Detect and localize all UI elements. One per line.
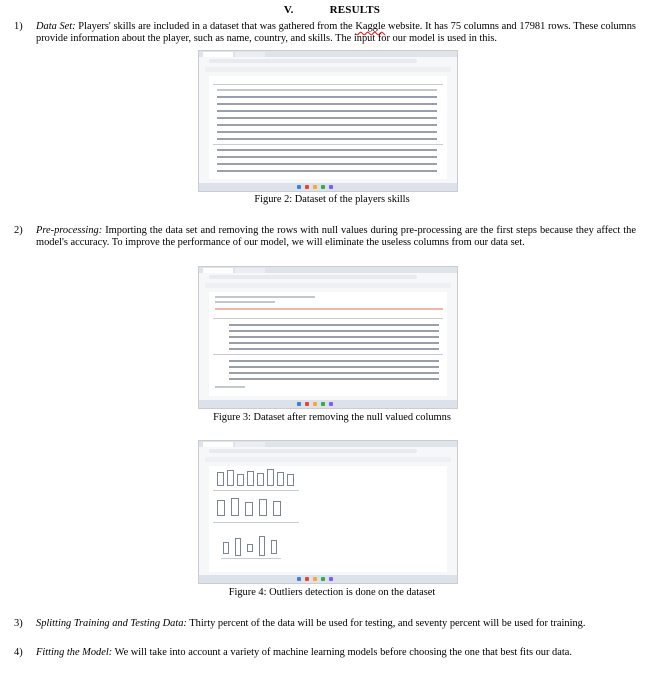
item-text: Players' skills are included in a dataset that was gathered from the (75, 21, 356, 32)
section-number: V. (283, 4, 294, 16)
list-item-data-set (14, 21, 636, 46)
item-text: Importing the data set and removing the rows with null values during pre-processing are the first steps because they affect the model's accuracy. To improve the performance of our model, we will eliminate the useless columns from our data set. (36, 225, 636, 249)
figure-2-caption: Figure 2: Dataset of the players skills (254, 194, 410, 205)
item-text: Thirty percent of the data will be used for testing, and seventy percent will be used for training. (186, 618, 586, 629)
item-number: 4) (14, 647, 23, 658)
figure-4-caption: Figure 4: Outliers detection is done on the dataset (228, 587, 436, 598)
list-item-fitting (14, 647, 636, 659)
section-heading (0, 4, 664, 16)
figure-2-screenshot (198, 50, 458, 192)
figure-3-screenshot (198, 266, 458, 409)
figure-3-caption: Figure 3: Dataset after removing the null valued columns (213, 412, 451, 423)
item-lead: Pre-processing: (36, 225, 103, 236)
item-text-rest: website. It has 75 columns and 17981 rows. These columns provide information about the player, such as name, country, and skills. The input for our model is used in this. (36, 21, 636, 45)
item-lead: Data Set: (36, 21, 76, 32)
item-lead: Fitting the Model: (36, 647, 113, 658)
list-item-splitting (14, 618, 636, 630)
list-item-pre-processing (14, 225, 636, 250)
item-number: 1) (14, 21, 23, 32)
figure-4-screenshot (198, 440, 458, 584)
item-text: We will take into account a variety of machine learning models before choosing the one that best fits our data. (112, 647, 572, 658)
item-number: 2) (14, 225, 23, 236)
spellcheck-word: Kaggle (355, 21, 386, 32)
item-lead: Splitting Training and Testing Data: (36, 618, 187, 629)
section-title: RESULTS (329, 4, 381, 16)
item-number: 3) (14, 618, 23, 629)
